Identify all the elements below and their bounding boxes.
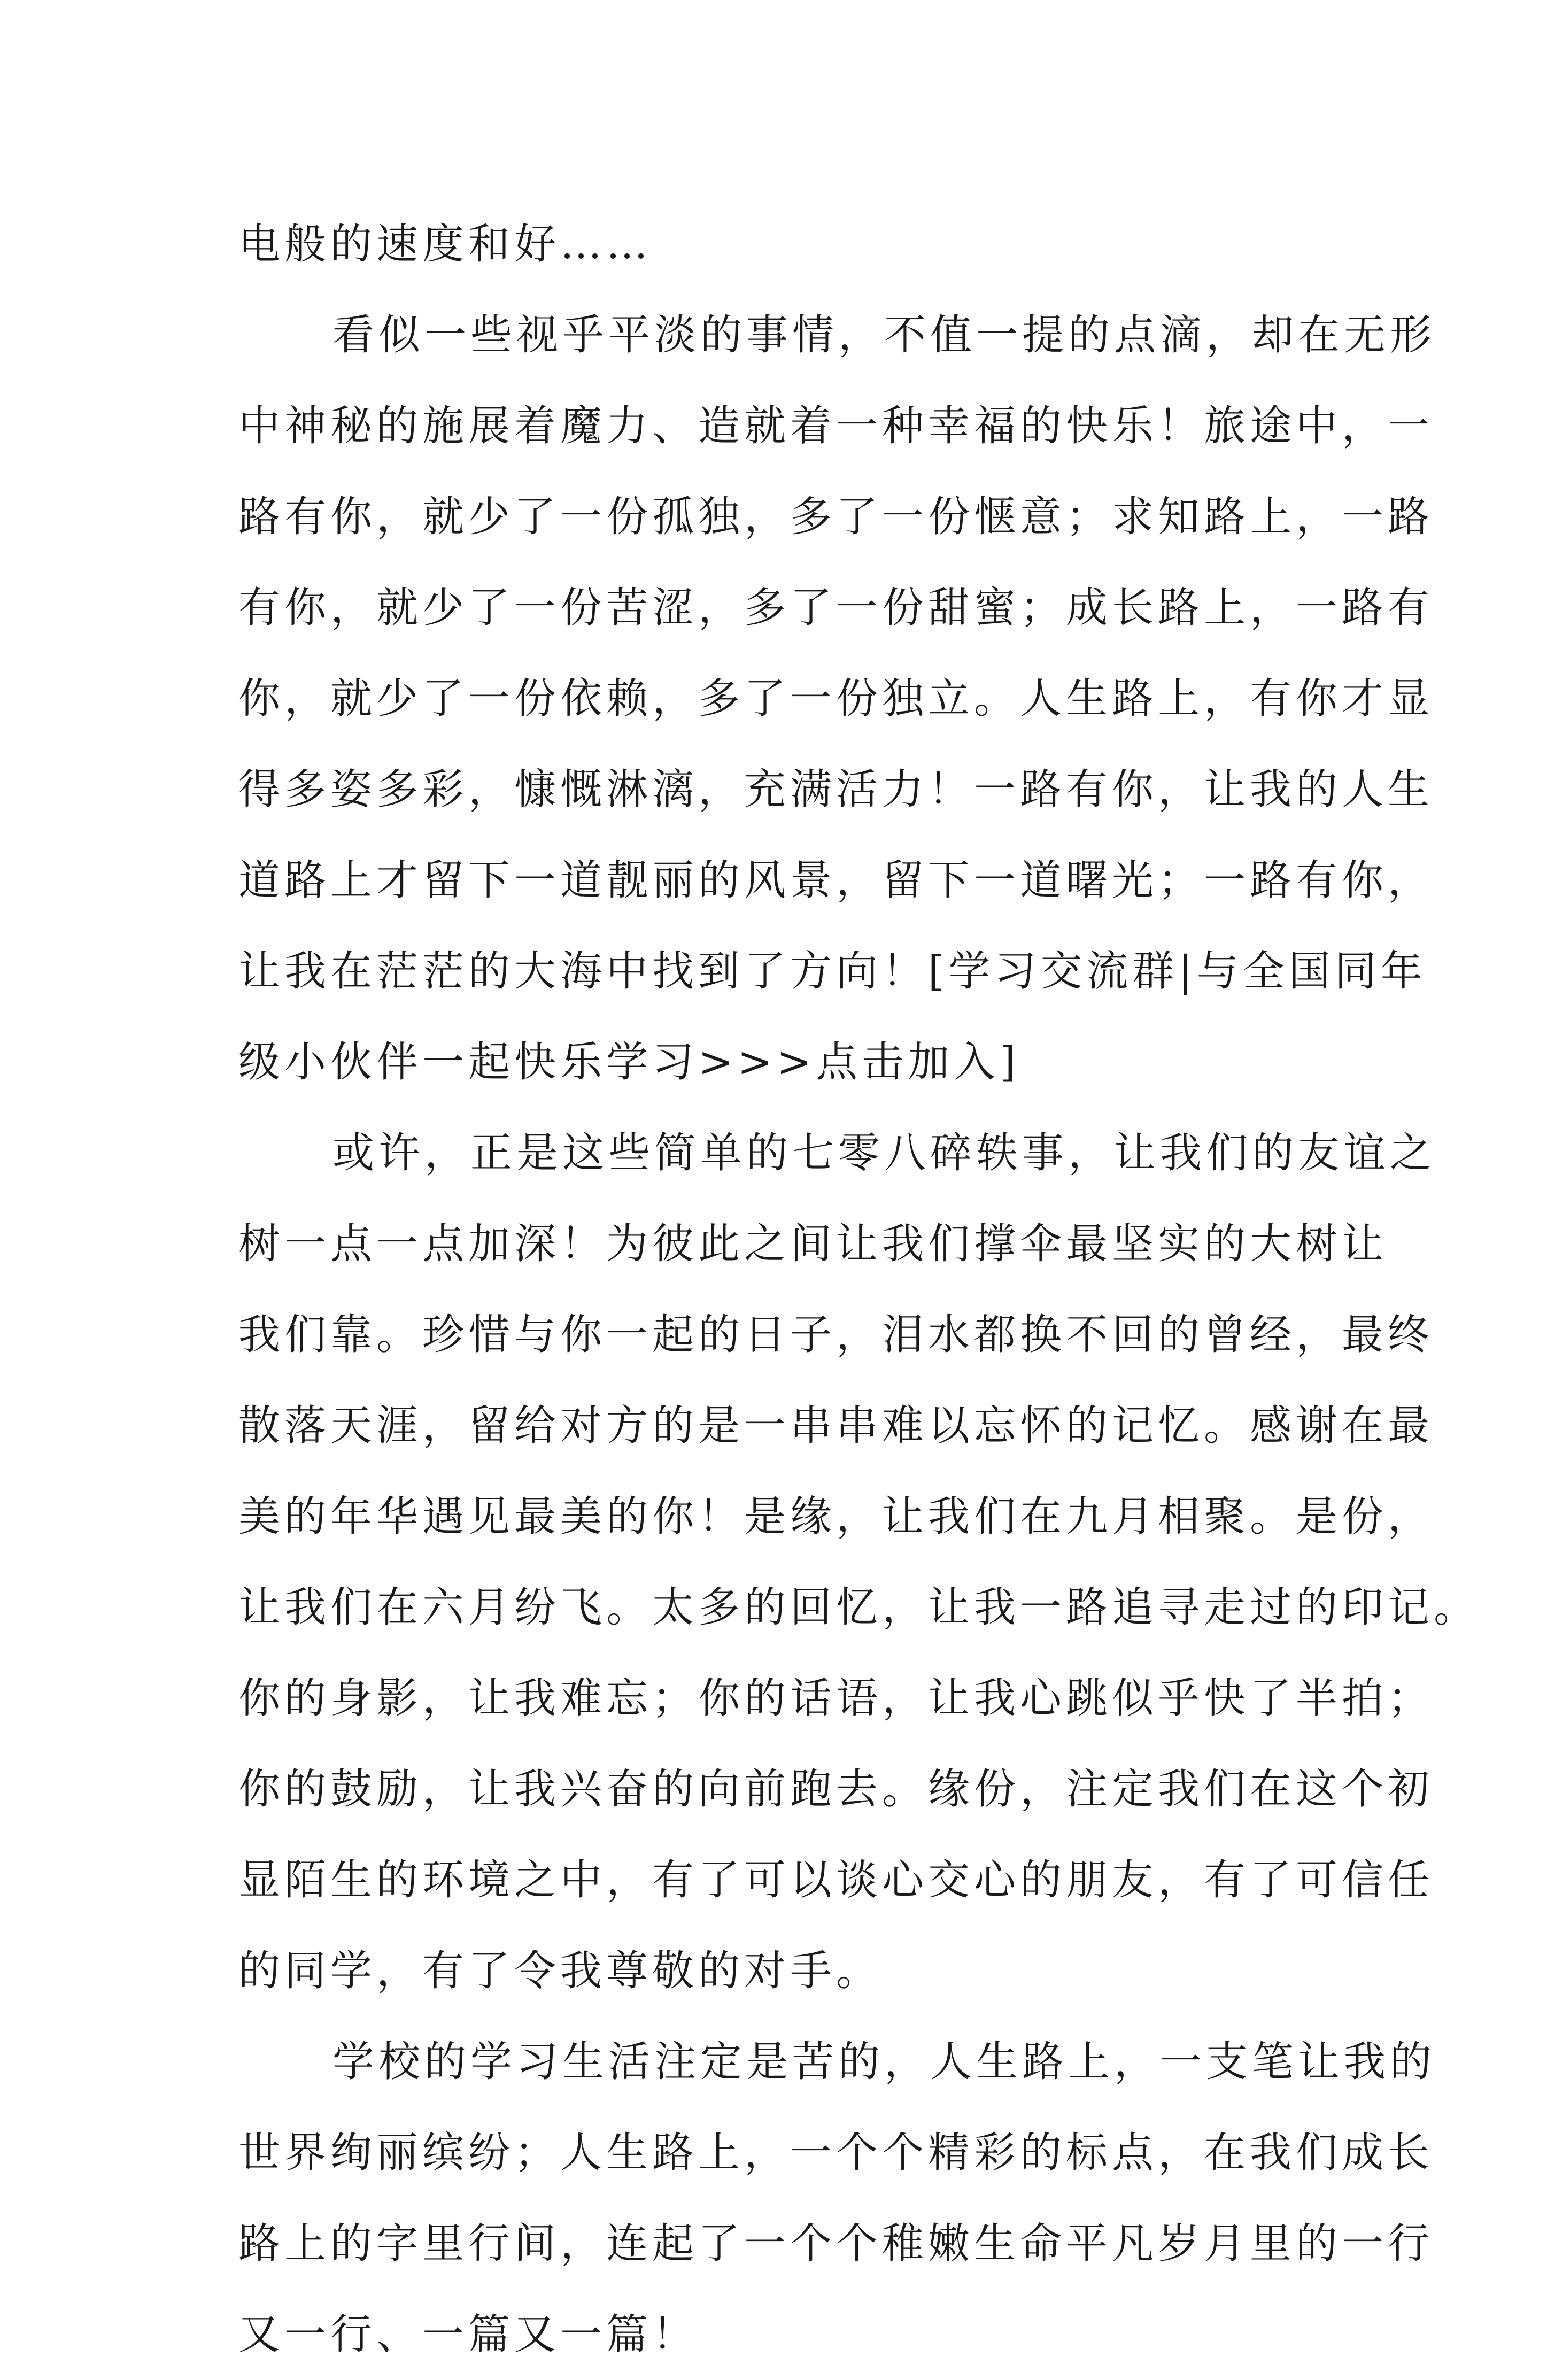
text-line: 或许，正是这些简单的七零八碎轶事，让我们的友谊之 — [332, 1129, 1436, 1177]
text-line: 散落天涯，留给对方的是一串串难以忘怀的记忆。感谢在最 — [238, 1402, 1434, 1450]
text-line: 道路上才留下一道靓丽的风景，留下一道曙光；一路有你， — [238, 856, 1434, 905]
text-line: 级小伙伴一起快乐学习>>>点击加入] — [238, 1038, 1020, 1086]
paragraph — [238, 2016, 1436, 2380]
text-line: 的同学，有了令我尊敬的对手。 — [238, 1947, 883, 1995]
text-line: 树一点一点加深！为彼此之间让我们撑伞最坚实的大树让 — [238, 1220, 1388, 1268]
text-line: 路上的字里行间，连起了一个个稚嫩生命平凡岁月里的一行 — [238, 2220, 1434, 2268]
text-line: 中神秘的施展着魔力、造就着一种幸福的快乐！旅途中，一 — [238, 402, 1434, 450]
text-line: 看似一些视乎平淡的事情，不值一提的点滴，却在无形 — [332, 311, 1436, 359]
text-line: 又一行、一篇又一篇！ — [238, 2311, 699, 2359]
text-line: 我们靠。珍惜与你一起的日子，泪水都换不回的曾经，最终 — [238, 1311, 1434, 1359]
text-line: 学校的学习生活注定是苦的，人生路上，一支笔让我的 — [332, 2038, 1436, 2086]
text-line: 显陌生的环境之中，有了可以谈心交心的朋友，有了可信任 — [238, 1856, 1434, 1904]
text-line: 世界绚丽缤纷；人生路上，一个个精彩的标点，在我们成长 — [238, 2129, 1434, 2177]
text-line: 让我在茫茫的大海中找到了方向！[学习交流群|与全国同年 — [238, 947, 1427, 995]
paragraph — [238, 1108, 1480, 2016]
text-line: 电般的速度和好…… — [238, 220, 653, 268]
text-line: 有你，就少了一份苦涩，多了一份甜蜜；成长路上，一路有 — [238, 584, 1434, 632]
text-line: 你，就少了一份依赖，多了一份独立。人生路上，有你才显 — [238, 675, 1434, 723]
text-line: 让我们在六月纷飞。太多的回忆，让我一路追寻走过的印记。 — [238, 1583, 1480, 1632]
text-line: 得多姿多彩，慷慨淋漓，充满活力！一路有你，让我的人生 — [238, 766, 1434, 814]
text-line: 路有你，就少了一份孤独，多了一份惬意；求知路上，一路 — [238, 493, 1434, 541]
paragraph — [238, 199, 1308, 290]
text-line: 你的身影，让我难忘；你的话语，让我心跳似乎快了半拍； — [238, 1674, 1434, 1722]
text-line: 你的鼓励，让我兴奋的向前跑去。缘份，注定我们在这个初 — [238, 1765, 1434, 1813]
paragraph — [238, 290, 1436, 1108]
document-body — [238, 199, 1480, 2380]
text-line: 美的年华遇见最美的你！是缘，让我们在九月相聚。是份， — [238, 1493, 1434, 1541]
